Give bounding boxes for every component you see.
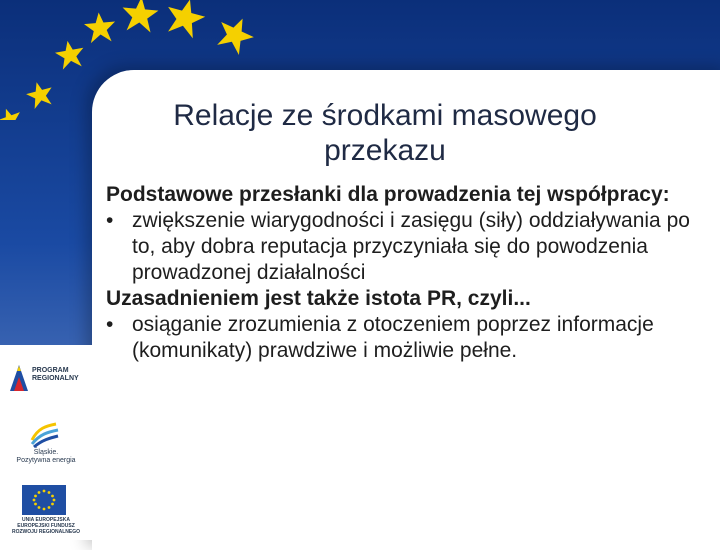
program-regionalny-logo <box>8 363 30 393</box>
bullet-item <box>106 208 706 286</box>
star-icon <box>83 11 117 44</box>
star-icon <box>212 11 259 57</box>
slide-title: Relacje ze środkami masowego przekazu <box>173 99 597 167</box>
star-icon <box>162 0 209 40</box>
slide-body <box>106 182 706 364</box>
star-icon <box>121 0 160 33</box>
star-icon <box>53 38 86 70</box>
slaskie-caption <box>8 449 84 465</box>
section-heading: Uzasadnieniem jest także istota PR, czyli... <box>106 287 531 310</box>
bullet-text: osiąganie zrozumienia z otoczeniem poprzez informacje (komunikaty) prawdziwe i możliwie pełne. <box>132 313 654 362</box>
program-regionalny-caption <box>32 367 90 383</box>
logo-text: EUROPEJSKI FUNDUSZ <box>17 523 75 529</box>
bullet-dot: • <box>106 313 114 336</box>
logo-text: UNIA EUROPEJSKA <box>22 517 70 523</box>
slaskie-logo <box>28 420 62 448</box>
star-icon <box>24 79 56 110</box>
eu-flag-logo <box>22 485 66 515</box>
logo-text: REGIONALNY <box>32 375 79 382</box>
logo-text: Pozytywna energia <box>16 457 76 464</box>
bullet-item <box>106 312 706 364</box>
logo-text: PROGRAM <box>32 367 69 374</box>
logo-text: ROZWOJU REGIONALNEGO <box>11 529 81 535</box>
bullet-dot: • <box>106 209 114 232</box>
bullet-text: zwiększenie wiarygodności i zasięgu (siły) oddziaływania po to, aby dobra reputacja przyczyniała się do powodzenia prowadzonej działalności <box>132 209 690 284</box>
logo-text: Śląskie. <box>33 449 59 456</box>
eu-caption <box>8 517 84 535</box>
star-icon <box>0 105 25 120</box>
logos-column <box>0 345 92 535</box>
section-heading: Podstawowe przesłanki dla prowadzenia tej współpracy: <box>106 183 670 206</box>
